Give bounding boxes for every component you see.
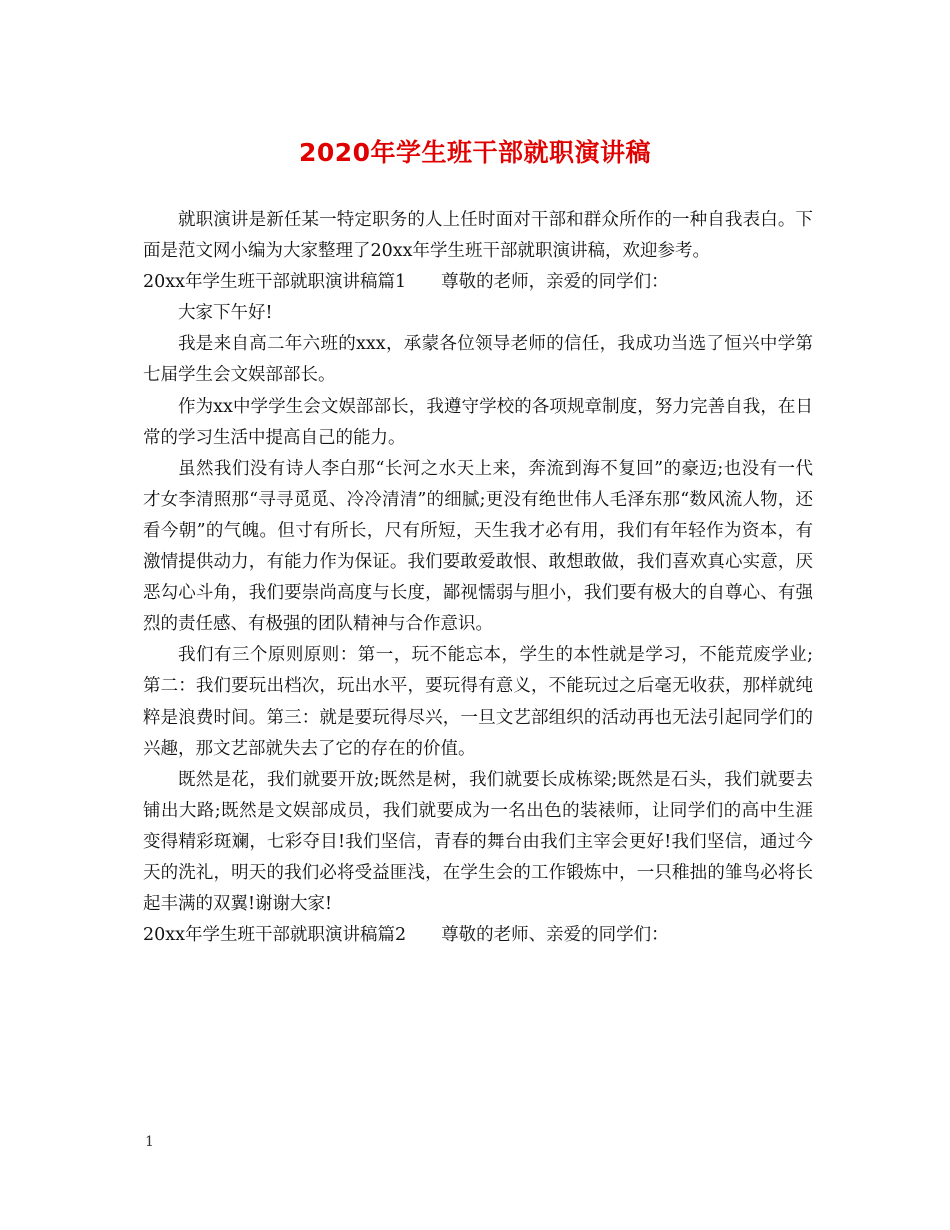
section-heading-2: 20xx年学生班干部就职演讲稿篇2 尊敬的老师、亲爱的同学们： [143, 925, 669, 946]
paragraph-closing: 既然是花，我们就要开放;既然是树，我们就要长成栋梁;既然是石头，我们就要去铺出大路;既然是文娱部成员，我们就要成为一名出色的装裱师，让同学们的高中生涯变得精彩斑斓，七彩夺目!我们坚信，青春的舞台由我们主宰会更好!我们坚信，通过今天的洗礼，明天的我们必将受益匪浅，在学生会的工作锻炼中，一只稚拙的雏鸟必将长起丰满的双翼!谢谢大家! [143, 769, 813, 915]
paragraph-intro: 就职演讲是新任某一特定职务的人上任时面对干部和群众所作的一种自我表白。下面是范文网小编为大家整理了20xx年学生班干部就职演讲稿，欢迎参考。 [143, 210, 813, 262]
page-number: 1 [145, 1134, 154, 1150]
section-heading-1: 20xx年学生班干部就职演讲稿篇1 尊敬的老师，亲爱的同学们： [143, 272, 669, 293]
paragraph-self-intro: 我是来自高二年六班的xxx，承蒙各位领导老师的信任，我成功当选了恒兴中学第七届学生会文娱部部长。 [143, 334, 813, 386]
document-title: 2020年学生班干部就职演讲稿 [298, 138, 652, 167]
paragraph-aspiration: 虽然我们没有诗人李白那“长河之水天上来，奔流到海不复回”的豪迈;也没有一代才女李清照那“寻寻觅觅、冷冷清清”的细腻;更没有绝世伟人毛泽东那“数风流人物，还看今朝”的气魄。但寸有所长，尺有所短，天生我才必有用，我们有年轻作为资本，有激情提供动力，有能力作为保证。我们要敢爱敢恨、敢想敢做，我们喜欢真心实意，厌恶勾心斗角，我们要崇尚高度与长度，鄙视懦弱与胆小，我们要有极大的自尊心、有强烈的责任感、有极强的团队精神与合作意识。 [143, 458, 813, 635]
paragraph-principles: 我们有三个原则原则：第一，玩不能忘本，学生的本性就是学习，不能荒废学业;第二：我们要玩出档次，玩出水平，要玩得有意义，不能玩过之后毫无收获，那样就纯粹是浪费时间。第三：就是要玩得尽兴，一旦文艺部组织的活动再也无法引起同学们的兴趣，那文艺部就失去了它的存在的价值。 [143, 645, 813, 759]
paragraph-greeting: 大家下午好! [178, 303, 273, 324]
paragraph-duty: 作为xx中学学生会文娱部部长，我遵守学校的各项规章制度，努力完善自我，在日常的学习生活中提高自己的能力。 [143, 396, 813, 448]
document-body [143, 205, 813, 951]
